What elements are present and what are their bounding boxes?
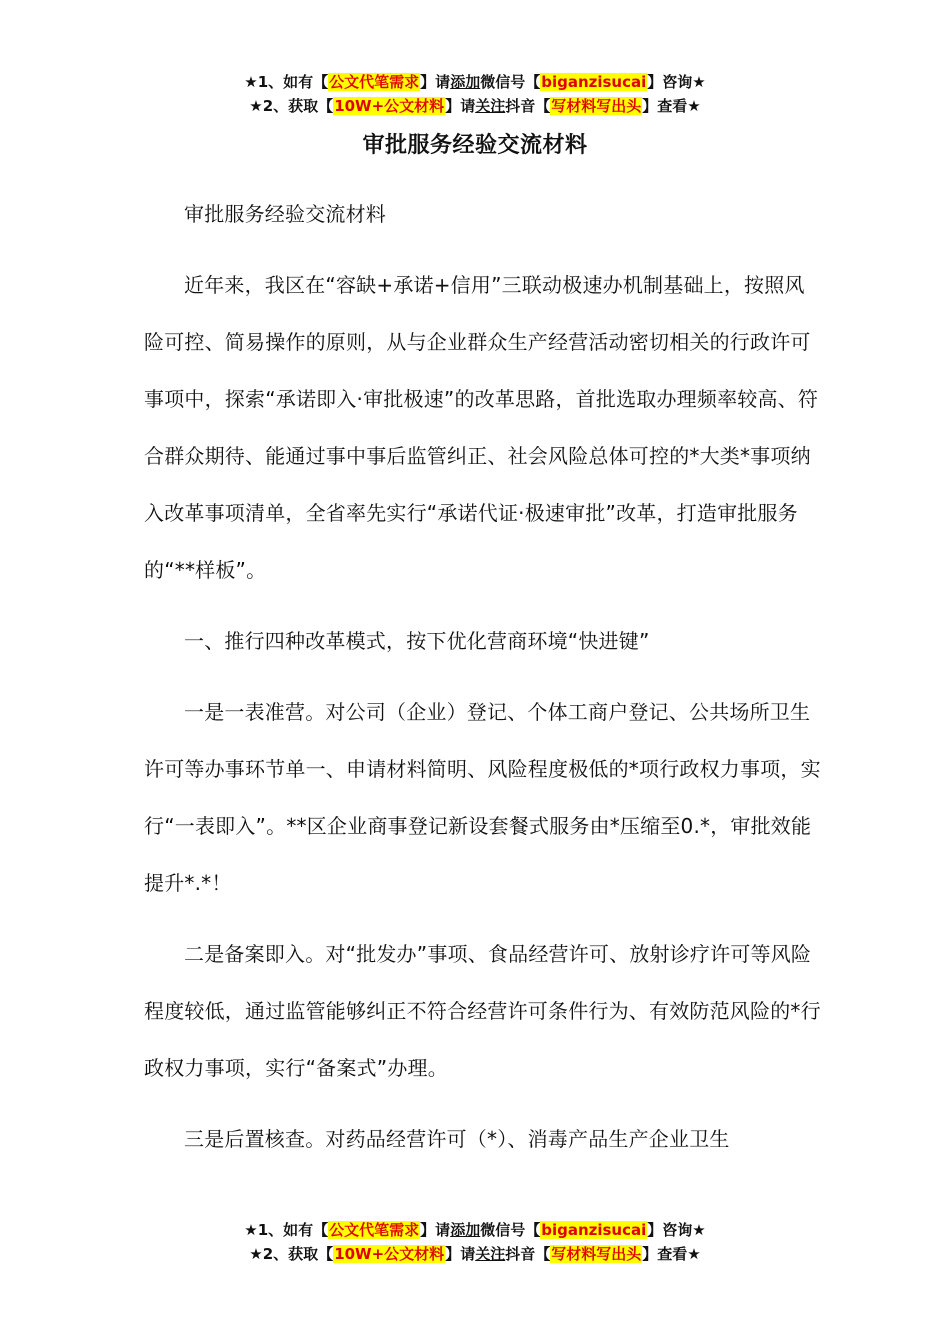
banner-text: ★1、如有【: [244, 73, 329, 91]
banner-text: 】查看★: [642, 1245, 701, 1263]
banner-text: 】咨询★: [647, 73, 706, 91]
banner-emphasis: 关注: [475, 1245, 506, 1263]
douyin-id: 写材料写出头: [551, 97, 642, 115]
footer-banner: [0, 1218, 950, 1266]
banner-text: ★1、如有【: [244, 1221, 329, 1239]
banner-highlight: 10W+公文材料: [334, 97, 445, 115]
banner-line-2: [0, 94, 950, 118]
banner-text: 】请: [445, 1245, 476, 1263]
banner-text: 】请: [420, 1221, 451, 1239]
banner-text: 】请: [445, 97, 476, 115]
banner-text: 微信号【: [480, 1221, 541, 1239]
paragraph: 审批服务经验交流材料: [184, 202, 386, 226]
banner-line-2: [0, 1242, 950, 1266]
wechat-id: biganzisucai: [541, 1221, 647, 1239]
document-title: 审批服务经验交流材料: [362, 133, 588, 158]
banner-line-1: [0, 70, 950, 94]
banner-text: 微信号【: [480, 73, 541, 91]
banner-highlight: 10W+公文材料: [334, 1245, 445, 1263]
paragraph: 近年来，我区在“容缺+承诺+信用”三联动极速办机制基础上，按照风险可控、简易操作的原则，从与企业群众生产经营活动密切相关的行政许可事项中，探索“承诺即入·审批极速”的改革思路，首批选取办理频率较高、符合群众期待、能通过事中事后监管纠正、社会风险总体可控的*大类*事项纳入改革事项清单，全省率先实行“承诺代证·极速审批”改革，打造审批服务的“**样板”。: [144, 273, 819, 582]
banner-highlight: 公文代笔需求: [329, 73, 420, 91]
header-banner: [0, 70, 950, 118]
banner-highlight: 公文代笔需求: [329, 1221, 420, 1239]
paragraph: 二是备案即入。对“批发办”事项、食品经营许可、放射诊疗许可等风险程度较低，通过监管能够纠正不符合经营许可条件行为、有效防范风险的*行政权力事项，实行“备案式”办理。: [144, 942, 821, 1080]
banner-text: 抖音【: [505, 1245, 551, 1263]
wechat-id: biganzisucai: [541, 73, 647, 91]
banner-text: 】咨询★: [647, 1221, 706, 1239]
banner-text: ★2、获取【: [249, 1245, 334, 1263]
section-heading: 一、推行四种改革模式，按下优化营商环境“快进键”: [184, 629, 650, 653]
banner-text: 抖音【: [505, 97, 551, 115]
banner-text: 】查看★: [642, 97, 701, 115]
banner-emphasis: 关注: [475, 97, 506, 115]
paragraph: 三是后置核查。对药品经营许可（*）、消毒产品生产企业卫生: [184, 1127, 730, 1151]
document-body: [144, 186, 824, 1182]
banner-emphasis: 添加: [450, 1221, 481, 1239]
banner-text: ★2、获取【: [249, 97, 334, 115]
banner-text: 】请: [420, 73, 451, 91]
banner-line-1: [0, 1218, 950, 1242]
douyin-id: 写材料写出头: [551, 1245, 642, 1263]
banner-emphasis: 添加: [450, 73, 481, 91]
paragraph: 一是一表准营。对公司（企业）登记、个体工商户登记、公共场所卫生许可等办事环节单一、申请材料简明、风险程度极低的*项行政权力事项，实行“一表即入”。**区企业商事登记新设套餐式服务由*压缩至0.*，审批效能提升*.*！: [144, 700, 821, 895]
